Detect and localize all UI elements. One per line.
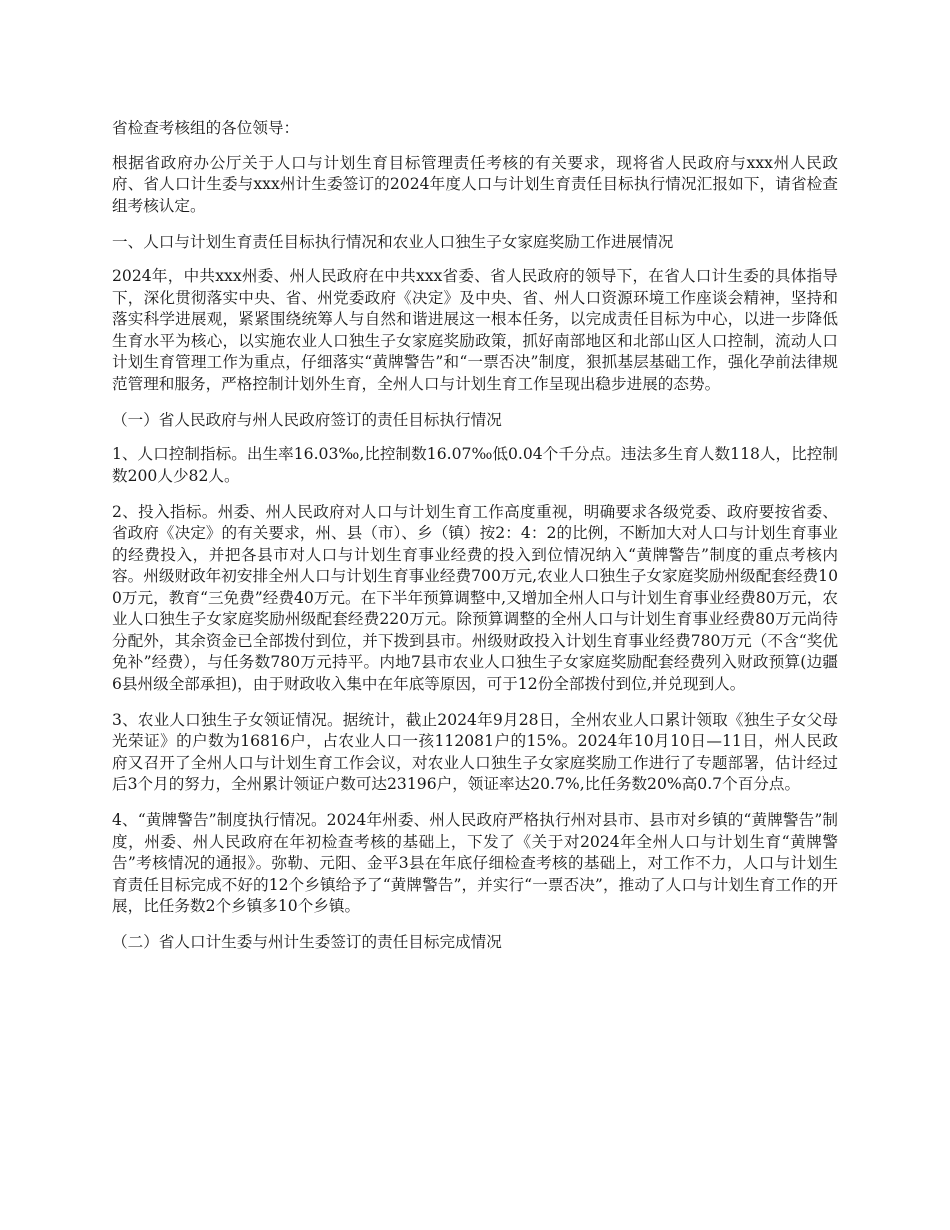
item-3-certificates: 3、农业人口独生子女领证情况。据统计，截止2024年9月28日，全州农业人口累计领取《独生子女父母光荣证》的户数为16816户，占农业人口一孩112081户的15%。2024年10月10日—11日，州人民政府又召开了全州人口与计划生育工作会议，对农业人口独生子女家庭奖励工作进行了专题部署，估计经过后3个月的努力，全州累计领证户数可达23196户，领证率达20.7%,比任务数20%高0.7个百分点。 [112, 710, 838, 793]
subsection-2-heading: （二）省人口计生委与州计生委签订的责任目标完成情况 [112, 933, 502, 951]
section-1-heading: 一、人口与计划生育责任目标执行情况和农业人口独生子女家庭奖励工作进展情况 [112, 232, 674, 251]
greeting: 省检查考核组的各位领导： [112, 119, 300, 137]
item-2-investment: 2、投入指标。州委、州人民政府对人口与计划生育工作高度重视，明确要求各级党委、政府要按省委、省政府《决定》的有关要求，州、县（市）、乡（镇）按2：4：2的比例，不断加大对人口与计划生育事业的经费投入，并把各县市对人口与计划生育事业经费的投入到位情况纳入“黄牌警告”制度的重点考核内容。州级财政年初安排全州人口与计划生育事业经费700万元,农业人口独生子女家庭奖励州级配套经费100万元，教育“三免费”经费40万元。在下半年预算调整中,又增加全州人口与计划生育事业经费80万元，农业人口独生子女家庭奖励州级配套经费220万元。除预算调整的全州人口与计划生育事业经费80万元尚待分配外，其余资金已全部拨付到位，并下拨到县市。州级财政投入计划生育事业经费780万元（不含“奖优免补”经费），与任务数780万元持平。内地7县市农业人口独生子女家庭奖励配套经费列入财政预算(边疆6县州级全部承担)，由于财政收入集中在年底等原因，可于12份全部拨付到位,并兑现到人。 [112, 502, 838, 693]
intro-paragraph: 根据省政府办公厅关于人口与计划生育目标管理责任考核的有关要求，现将省人民政府与xxx州人民政府、省人口计生委与xxx州计生委签订的2024年度人口与计划生育责任目标执行情况汇报如下，请省检查组考核认定。 [112, 153, 838, 215]
item-4-yellow-card: 4、“黄牌警告”制度执行情况。2024年州委、州人民政府严格执行州对县市、县市对乡镇的“黄牌警告”制度，州委、州人民政府在年初检查考核的基础上，下发了《关于对2024年全州人口与计划生育“黄牌警告”考核情况的通报》。弥勒、元阳、金平3县在年底仔细检查考核的基础上，对工作不力，人口与计划生育责任目标完成不好的12个乡镇给予了“黄牌警告”，并实行“一票否决”，推动了人口与计划生育工作的开展，比任务数2个乡镇多10个乡镇。 [112, 811, 838, 915]
document-page [112, 118, 838, 967]
subsection-1-heading: （一）省人民政府与州人民政府签订的责任目标执行情况 [112, 410, 502, 429]
section-1-body: 2024年，中共xxx州委、州人民政府在中共xxx省委、省人民政府的领导下，在省人口计生委的具体指导下，深化贯彻落实中央、省、州党委政府《决定》及中央、省、州人口资源环境工作座谈会精神，坚持和落实科学进展观，紧紧围绕统筹人与自然和谐进展这一根本任务，以完成责任目标为中心，以进一步降低生育水平为核心，以实施农业人口独生子女家庭奖励政策，抓好南部地区和北部山区人口控制，流动人口计划生育管理工作为重点，仔细落实“黄牌警告”和“一票否决”制度，狠抓基层基础工作，强化孕前法律规范管理和服务，严格控制计划外生育，全州人口与计划生育工作呈现出稳步进展的态势。 [112, 267, 838, 393]
item-1-population-control: 1、人口控制指标。出生率16.03‰,比控制数16.07‰低0.04个千分点。违法多生育人数118人，比控制数200人少82人。 [112, 445, 838, 485]
